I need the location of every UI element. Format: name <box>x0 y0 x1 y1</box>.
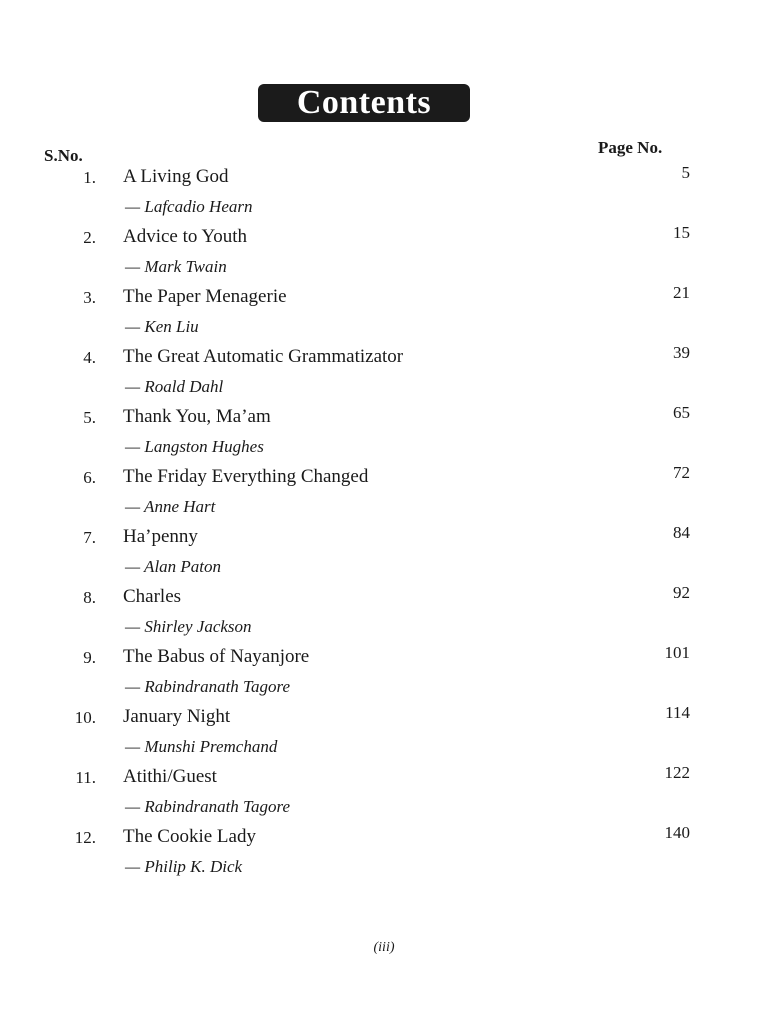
entry-author: — Anne Hart <box>125 497 216 516</box>
entry-title: Atithi/Guest <box>123 766 217 787</box>
entry-title: The Great Automatic Grammatizator <box>123 346 404 367</box>
entry-title: A Living God <box>123 166 229 187</box>
entry-page-number: 92 <box>673 583 690 602</box>
entry-page-number: 15 <box>673 223 690 242</box>
contents-entry <box>0 763 768 826</box>
entry-author: — Lafcadio Hearn <box>125 197 253 216</box>
entry-author: — Rabindranath Tagore <box>125 677 290 696</box>
entry-number: 4. <box>83 348 96 367</box>
entry-number: 3. <box>83 288 96 307</box>
entry-title: Thank You, Ma’am <box>123 406 271 427</box>
contents-entry <box>0 583 768 646</box>
folio-page-number: (iii) <box>373 940 395 955</box>
entry-page-number: 140 <box>664 823 690 842</box>
entry-page-number: 84 <box>673 523 690 542</box>
entry-title: The Babus of Nayanjore <box>123 646 310 667</box>
contents-title-banner <box>258 84 470 122</box>
entry-author: — Ken Liu <box>125 317 199 336</box>
entry-title: The Friday Everything Changed <box>123 466 369 487</box>
entry-number: 1. <box>83 168 96 187</box>
entry-author: — Rabindranath Tagore <box>125 797 290 816</box>
contents-entry <box>0 163 768 226</box>
entry-page-number: 65 <box>673 403 690 422</box>
entry-page-number: 21 <box>673 283 690 302</box>
entry-number: 6. <box>83 468 96 487</box>
contents-list <box>0 163 768 886</box>
contents-entry <box>0 403 768 466</box>
entry-number: 8. <box>83 588 96 607</box>
entry-page-number: 5 <box>681 163 690 182</box>
page-column-header: Page No. <box>598 138 663 157</box>
entry-page-number: 122 <box>664 763 690 782</box>
page-title: Contents <box>296 84 432 121</box>
contents-entry <box>0 463 768 526</box>
entry-title: The Cookie Lady <box>123 826 256 847</box>
entry-author: — Munshi Premchand <box>125 737 278 756</box>
entry-number: 10. <box>74 708 96 727</box>
contents-entry <box>0 643 768 706</box>
entry-page-number: 114 <box>665 703 690 722</box>
contents-entry <box>0 523 768 586</box>
contents-entry <box>0 703 768 766</box>
entry-title: Advice to Youth <box>123 226 248 247</box>
entry-author: — Philip K. Dick <box>125 857 243 876</box>
sno-column-header: S.No. <box>44 146 83 165</box>
entry-author: — Shirley Jackson <box>125 617 252 636</box>
contents-entry <box>0 823 768 886</box>
entry-number: 2. <box>83 228 96 247</box>
entry-author: — Roald Dahl <box>125 377 224 396</box>
entry-page-number: 101 <box>664 643 690 662</box>
entry-author: — Langston Hughes <box>125 437 264 456</box>
entry-number: 12. <box>74 828 96 847</box>
entry-title: Charles <box>123 586 182 607</box>
entry-number: 9. <box>83 648 96 667</box>
contents-entry <box>0 343 768 406</box>
entry-author: — Mark Twain <box>125 257 227 276</box>
contents-entry <box>0 223 768 286</box>
entry-title: Ha’penny <box>123 526 198 547</box>
entry-title: January Night <box>123 706 231 727</box>
entry-number: 5. <box>83 408 96 427</box>
entry-page-number: 72 <box>673 463 690 482</box>
contents-entry <box>0 283 768 346</box>
entry-number: 11. <box>75 768 96 787</box>
entry-page-number: 39 <box>673 343 690 362</box>
entry-author: — Alan Paton <box>125 557 222 576</box>
entry-number: 7. <box>83 528 96 547</box>
entry-title: The Paper Menagerie <box>123 286 287 307</box>
